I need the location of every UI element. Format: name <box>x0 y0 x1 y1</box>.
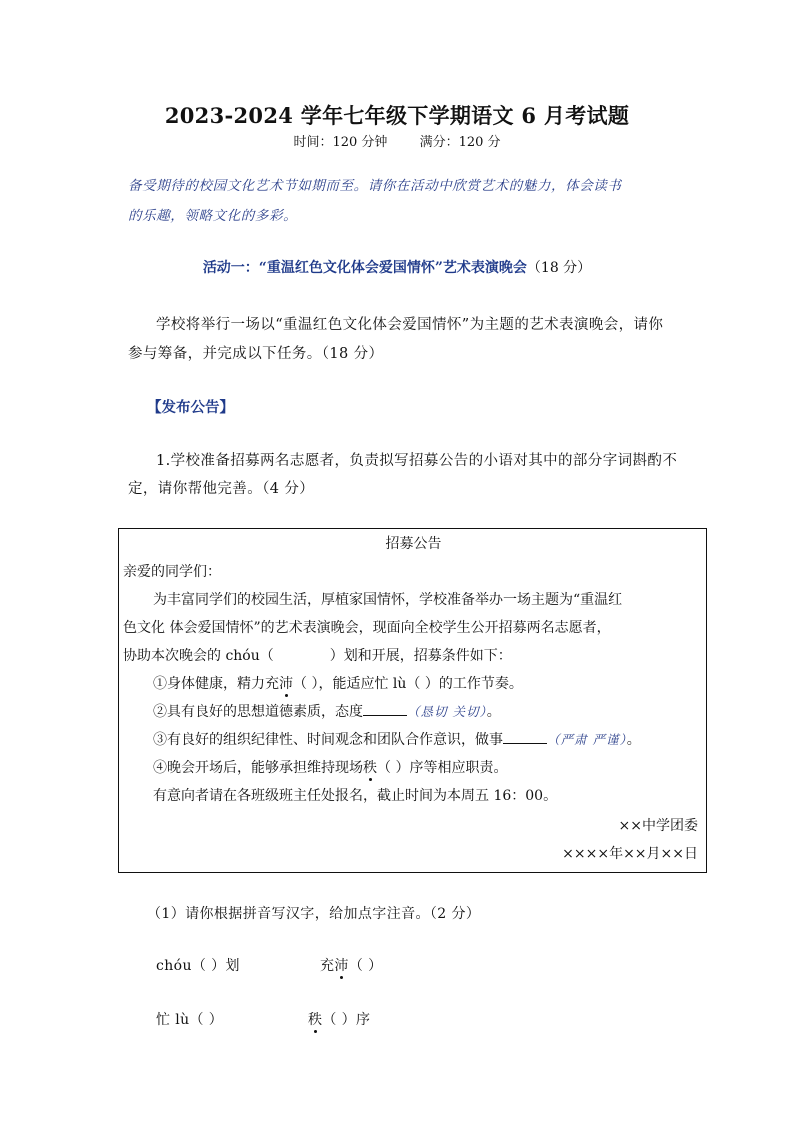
condition-4-text: ④晚会开场后，能够承担维持现场 <box>153 760 363 776</box>
notice-date: ××××年××月××日 <box>562 846 698 862</box>
notice-para-line-3-post: ）划和开展，招募条件如下： <box>329 648 512 664</box>
subq-item-zhi-blank: （ ）序 <box>322 1012 371 1028</box>
notice-greeting: 亲爱的同学们： <box>123 564 221 580</box>
notice-para-line-3 <box>123 645 512 665</box>
notice-para-line-1: 为丰富同学们的校园生活，厚植家国情怀，学校准备举办一场主题为“重温红 <box>153 592 623 608</box>
notice-para-line-2: 色文化 体会爱国情怀”的艺术表演晚会，现面向全校学生公开招募两名志愿者， <box>123 620 611 636</box>
answer-blank[interactable] <box>363 703 407 716</box>
condition-3 <box>153 729 641 749</box>
condition-3-end: 。 <box>626 732 641 748</box>
question1-line-1: 1.学校准备招募两名志愿者，负责拟写招募公告的小语对其中的部分字词斟酌不 <box>156 453 678 469</box>
subq-item-zhi <box>308 1009 370 1029</box>
notice-title: 招募公告 <box>385 536 442 552</box>
activity-heading <box>0 257 794 277</box>
condition-4-rest: （ ）序等相应职责。 <box>377 760 508 776</box>
condition-4 <box>153 757 507 777</box>
condition-1 <box>153 673 523 693</box>
notice-box <box>118 528 707 873</box>
condition-1-rest: （ ），能适应忙 lù（ ）的工作节奏。 <box>293 676 523 692</box>
answer-blank[interactable] <box>503 731 547 744</box>
condition-2-hint: （恳切 关切） <box>407 704 487 719</box>
page-title: 2023-2024 学年七年级下学期语文 6 月考试题 <box>164 103 630 128</box>
dotted-char: 沛 <box>279 676 293 692</box>
section-label: 【发布公告】 <box>147 399 234 416</box>
subq-item-pei-blank: （ ） <box>348 958 383 974</box>
activity-desc-line-2: 参与筹备，并完成以下任务。（18 分） <box>128 346 384 362</box>
dotted-char: 秩 <box>308 1012 323 1028</box>
condition-3-hint: （严肃 严谨） <box>547 732 627 747</box>
question1-line-2: 定，请你帮他完善。（4 分） <box>128 481 315 497</box>
subquestion-1-prompt: （1）请你根据拼音写汉字，给加点字注音。（2 分） <box>147 906 481 922</box>
condition-3-text: ③有良好的组织纪律性、时间观念和团队合作意识，做事 <box>153 732 503 748</box>
condition-2 <box>153 701 501 721</box>
dotted-char: 沛 <box>334 958 349 974</box>
subq-item-lu: 忙 lù（ ） <box>156 1012 224 1028</box>
notice-closing: 有意向者请在各班级班主任处报名，截止时间为本周五 16：00。 <box>153 788 558 804</box>
condition-2-end: 。 <box>486 704 501 720</box>
activity-desc-line-1: 学校将举行一场以“重温红色文化体会爱国情怀”为主题的艺术表演晚会，请你 <box>156 317 664 333</box>
dotted-char: 秩 <box>363 760 377 776</box>
notice-para-line-3-pre: 协助本次晚会的 chóu（ <box>123 648 274 664</box>
condition-1-text: ①身体健康，精力充 <box>153 676 279 692</box>
condition-2-text: ②具有良好的思想道德素质，态度 <box>153 704 363 720</box>
subq-item-pei <box>320 955 382 975</box>
subq-item-chou: chóu（ ）划 <box>156 958 240 974</box>
intro-line-1: 备受期待的校园文化艺术节如期而至。请你在活动中欣赏艺术的魅力，体会读书 <box>128 178 622 194</box>
subq-item-pei-text: 充 <box>320 958 335 974</box>
exam-score: 满分：120 分 <box>419 135 501 150</box>
notice-signer: ××中学团委 <box>618 818 698 834</box>
exam-time: 时间：120 分钟 <box>293 135 388 150</box>
intro-line-2: 的乐趣，领略文化的多彩。 <box>128 208 298 224</box>
activity-heading-text: 活动一：“重温红色文化体会爱国情怀”艺术表演晚会 <box>202 260 527 276</box>
activity-points: （18 分） <box>526 260 592 276</box>
exam-meta <box>0 131 794 150</box>
